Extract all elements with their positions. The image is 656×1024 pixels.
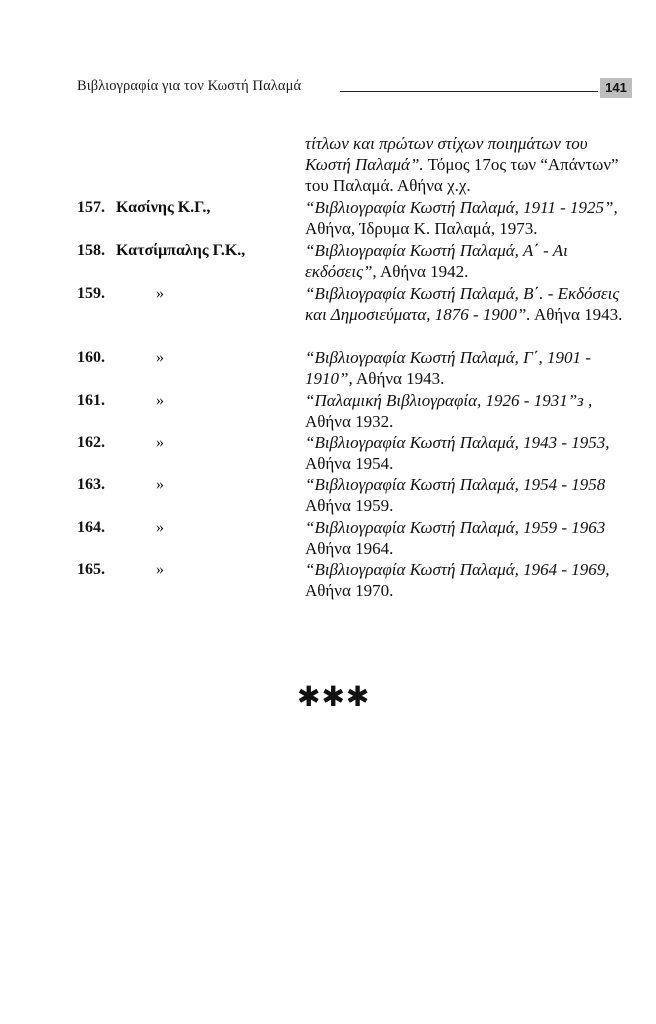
entry-reference bbox=[305, 283, 625, 325]
continued-reference-title: τίτλων και πρώτων στίχων ποιημάτων του Κωστή Παλαμά”. bbox=[305, 134, 588, 174]
entry-details: Αθήνα, Ίδρυμα Κ. Παλαμά, 1973. bbox=[305, 219, 538, 238]
entry-author: Κασίνης Κ.Γ., bbox=[116, 199, 211, 216]
entry-reference bbox=[305, 517, 625, 559]
bibliography-entry bbox=[0, 390, 656, 431]
entry-title: “Βιβλιογραφία Κωστή Παλαμά, Γ΄, 1901 - 1910”, bbox=[305, 348, 591, 388]
bibliography-entry bbox=[0, 432, 656, 473]
entry-title: “Βιβλιογραφία Κωστή Παλαμά, 1954 - 1958 bbox=[305, 475, 606, 494]
entry-details: Αθήνα 1954. bbox=[305, 454, 394, 473]
page-number: 141 bbox=[600, 78, 632, 98]
entry-number: 162. bbox=[77, 434, 105, 451]
bibliography-entry bbox=[0, 474, 656, 515]
entry-number: 159. bbox=[77, 285, 105, 302]
entry-number: 165. bbox=[77, 561, 105, 578]
ditto-mark: » bbox=[156, 519, 164, 536]
continued-reference-details: Τόμος 17ος των “Απάντων” του Παλαμά. Αθήνα χ.χ. bbox=[305, 155, 619, 195]
entry-reference bbox=[305, 432, 625, 474]
entry-title: “Βιβλιογραφία Κωστή Παλαμά, Β΄. - Εκδόσεις και Δημοσιεύματα, 1876 - 1900”. bbox=[305, 284, 620, 324]
entry-details: Αθήνα 1943. bbox=[352, 369, 445, 388]
ditto-mark: » bbox=[156, 349, 164, 366]
ditto-mark: » bbox=[156, 285, 164, 302]
running-header-title: Βιβλιογραφία για τον Κωστή Παλαμά bbox=[77, 78, 302, 94]
ditto-mark: » bbox=[156, 434, 164, 451]
entry-title: “Βιβλιογραφία Κωστή Παλαμά, 1943 - 1953, bbox=[305, 433, 610, 452]
bibliography-entry bbox=[0, 517, 656, 558]
entry-details: Αθήνα 1970. bbox=[305, 581, 394, 600]
entry-reference bbox=[305, 197, 625, 239]
entry-details: Αθήνα 1964. bbox=[305, 539, 394, 558]
ditto-mark: » bbox=[156, 476, 164, 493]
entry-number: 158. bbox=[77, 242, 105, 259]
continued-reference bbox=[305, 133, 625, 196]
entry-number: 164. bbox=[77, 519, 105, 536]
entry-details: Αθήνα 1942. bbox=[376, 262, 469, 281]
entry-number: 157. bbox=[77, 199, 105, 216]
entry-reference bbox=[305, 390, 625, 432]
entry-title: “Βιβλιογραφία Κωστή Παλαμά, Α΄ - Αι εκδόσεις”, bbox=[305, 241, 568, 281]
end-of-section-asterisks: ✱✱✱ bbox=[297, 680, 371, 713]
entry-number: 163. bbox=[77, 476, 105, 493]
entry-title: “Παλαμική Βιβλιογραφία, 1926 - 1931”з , bbox=[305, 391, 593, 410]
bibliography-entry bbox=[0, 283, 656, 324]
entry-reference bbox=[305, 240, 625, 282]
bibliography-entry bbox=[0, 559, 656, 600]
bibliography-entry bbox=[0, 347, 656, 388]
entry-title: “Βιβλιογραφία Κωστή Παλαμά, 1911 - 1925”, bbox=[305, 198, 618, 217]
entry-title: “Βιβλιογραφία Κωστή Παλαμά, 1959 - 1963 bbox=[305, 518, 606, 537]
entry-author: Κατσίμπαλης Γ.Κ., bbox=[116, 242, 246, 259]
entry-number: 160. bbox=[77, 349, 105, 366]
header-rule bbox=[340, 91, 598, 92]
bibliography-entry bbox=[0, 197, 656, 238]
bibliography-entry bbox=[0, 240, 656, 281]
entry-number: 161. bbox=[77, 392, 105, 409]
entry-reference bbox=[305, 347, 625, 389]
entry-details: Αθήνα 1932. bbox=[305, 412, 394, 431]
ditto-mark: » bbox=[156, 561, 164, 578]
entry-reference bbox=[305, 559, 625, 601]
entry-title: “Βιβλιογραφία Κωστή Παλαμά, 1964 - 1969, bbox=[305, 560, 610, 579]
ditto-mark: » bbox=[156, 392, 164, 409]
entry-details: Αθήνα 1943. bbox=[530, 305, 623, 324]
entry-details: Αθήνα 1959. bbox=[305, 496, 394, 515]
entry-reference bbox=[305, 474, 625, 516]
